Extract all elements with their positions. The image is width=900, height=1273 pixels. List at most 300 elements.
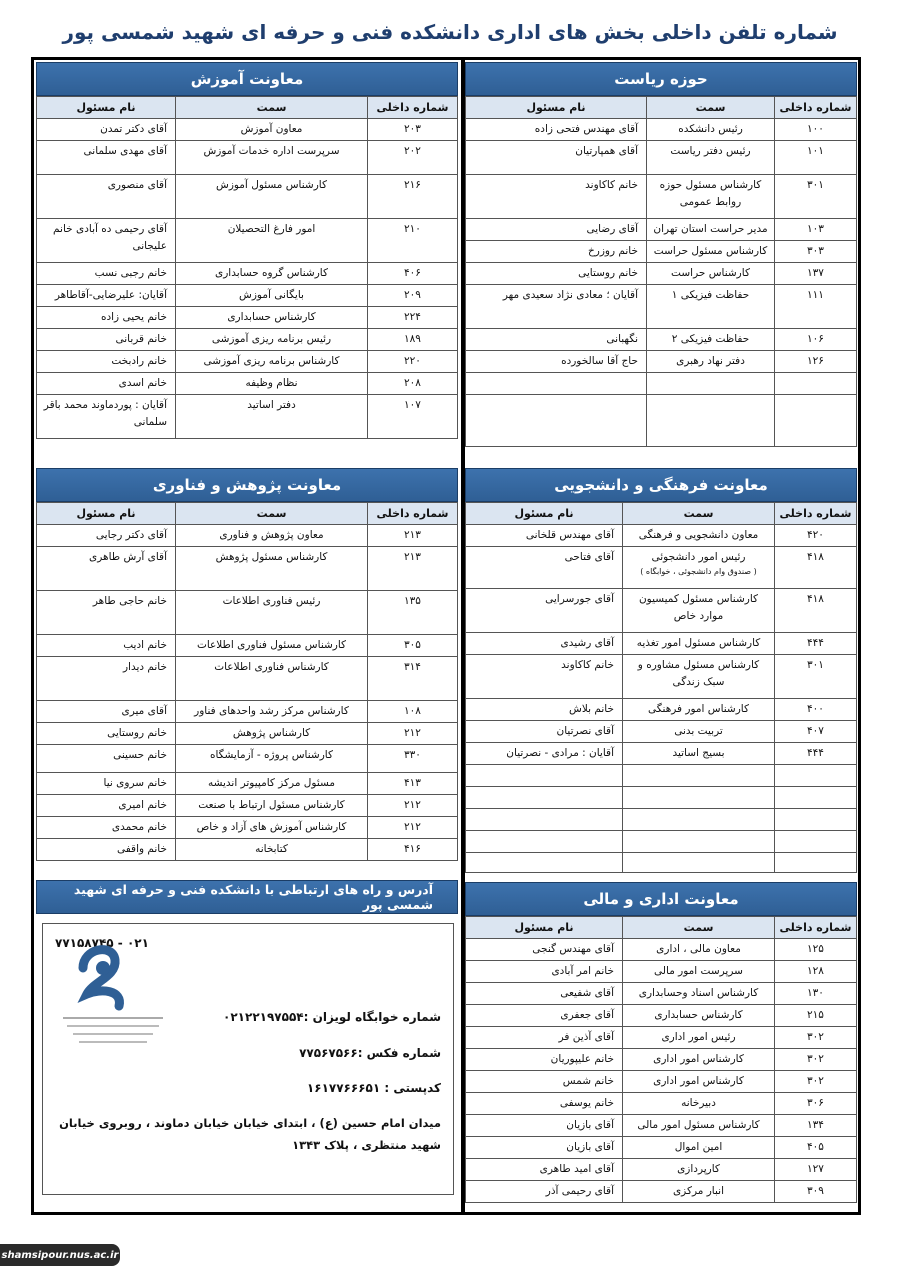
- ext-cell: ۱۳۰: [775, 983, 857, 1005]
- edari-table: [465, 916, 857, 1203]
- name-cell: حاج آقا سالخورده: [466, 351, 647, 373]
- section-header: معاونت آموزش: [36, 62, 458, 96]
- col-name: نام مسئول: [37, 503, 176, 525]
- position-text: رئیس دفتر ریاست: [670, 145, 751, 157]
- position-cell: [176, 175, 368, 219]
- name-cell: آقای مهندس فتحی زاده: [466, 119, 647, 141]
- address: میدان امام حسین (ع) ، ابتدای خیابان خیابان دماوند ، روبروی خیابان شهید منتظری ، پلاک ۱۳۴۳: [59, 1116, 441, 1152]
- footer-url[interactable]: shamsipour.nus.ac.ir: [0, 1244, 120, 1266]
- section-header: حوزه ریاست: [465, 62, 857, 96]
- position-cell: [647, 119, 775, 141]
- col-name: نام مسئول: [466, 97, 647, 119]
- position-cell: [176, 795, 368, 817]
- position-cell: [623, 589, 775, 633]
- name-cell: خانم واقفی: [37, 839, 176, 861]
- ext-cell: ۴۱۳: [368, 773, 458, 795]
- ext-cell: ۱۰۱: [775, 141, 857, 175]
- name-cell: [466, 809, 623, 831]
- position-cell: [623, 1027, 775, 1049]
- position-cell: [623, 831, 775, 853]
- position-cell: [647, 329, 775, 351]
- section-header: معاونت فرهنگی و دانشجویی: [465, 468, 857, 502]
- position-text: دفتر نهاد رهبری: [676, 355, 745, 367]
- name-cell: [466, 831, 623, 853]
- table-row: [37, 773, 458, 795]
- table-row: [37, 547, 458, 591]
- position-cell: [623, 1049, 775, 1071]
- name-cell: خانم قربانی: [37, 329, 176, 351]
- table-row: [466, 1049, 857, 1071]
- position-cell: [623, 983, 775, 1005]
- position-text: دبیرخانه: [681, 1097, 716, 1109]
- position-text: رئیس فناوری اطلاعات: [222, 595, 321, 607]
- position-text: مدیر حراست استان تهران: [653, 223, 768, 235]
- table-row: [466, 699, 857, 721]
- ext-cell: ۴۴۴: [775, 743, 857, 765]
- pazhoohesh-table: [36, 502, 458, 861]
- name-cell: خانم سروی نیا: [37, 773, 176, 795]
- position-text: کارشناس گروه حسابداری: [215, 267, 328, 279]
- position-cell: [176, 219, 368, 263]
- position-cell: [176, 351, 368, 373]
- name-cell: آقای منصوری: [37, 175, 176, 219]
- position-cell: [647, 285, 775, 329]
- page-title: شماره تلفن داخلی بخش های اداری دانشکده فنی و حرفه ای شهید شمسی پور: [62, 20, 838, 44]
- table-row: [466, 1181, 857, 1203]
- position-text: دفتر اساتید: [247, 399, 296, 411]
- name-cell: خانم کاکاوند: [466, 655, 623, 699]
- ext-cell: ۳۰۳: [775, 241, 857, 263]
- ext-cell: ۴۰۶: [368, 263, 458, 285]
- name-cell: خانم ادیب: [37, 635, 176, 657]
- position-text: کارشناس پژوهش: [232, 727, 311, 739]
- table-row: [466, 983, 857, 1005]
- table-row: [37, 635, 458, 657]
- position-text: کارپردازی: [677, 1163, 720, 1175]
- farhangi-table: [465, 502, 857, 873]
- ext-cell: ۴۰۵: [775, 1137, 857, 1159]
- position-cell: [176, 307, 368, 329]
- ext-cell: ۳۱۴: [368, 657, 458, 701]
- name-cell: خانم کاکاوند: [466, 175, 647, 219]
- ext-cell: ۲۱۰: [368, 219, 458, 263]
- table-row: [466, 765, 857, 787]
- section-amoozesh: [36, 62, 458, 439]
- name-cell: خانم دیدار: [37, 657, 176, 701]
- name-cell: نگهبانی: [466, 329, 647, 351]
- name-cell: آقای فتاحی: [466, 547, 623, 589]
- table-row: [37, 839, 458, 861]
- name-cell: خانم امیری: [37, 795, 176, 817]
- table-row: [466, 939, 857, 961]
- col-position: سمت: [176, 97, 368, 119]
- position-cell: [623, 547, 775, 589]
- table-row: [466, 547, 857, 589]
- col-ext: شماره داخلی: [775, 503, 857, 525]
- position-text: رئیس دانشکده: [678, 123, 743, 135]
- position-cell: [176, 817, 368, 839]
- name-cell: خانم روزرخ: [466, 241, 647, 263]
- table-row: [37, 795, 458, 817]
- name-cell: خانم روستایی: [37, 723, 176, 745]
- position-cell: [623, 633, 775, 655]
- position-cell: [623, 765, 775, 787]
- table-row: [466, 633, 857, 655]
- ext-cell: ۱۰۶: [775, 329, 857, 351]
- table-row: [37, 307, 458, 329]
- ext-cell: ۴۱۶: [368, 839, 458, 861]
- col-name: نام مسئول: [466, 503, 623, 525]
- ext-cell: ۱۳۵: [368, 591, 458, 635]
- position-text: کارشناس امور فرهنگی: [647, 703, 750, 715]
- table-row: [466, 961, 857, 983]
- section-riasat: [465, 62, 857, 447]
- position-text: معاون آموزش: [240, 123, 303, 135]
- table-row: [37, 525, 458, 547]
- position-text: کارشناس مسئول فناوری اطلاعات: [196, 639, 347, 651]
- position-text: کارشناس برنامه ریزی آموزشی: [203, 355, 340, 367]
- name-cell: آقای رحیمی ده آبادی خانم علیجانی: [37, 219, 176, 263]
- ext-cell: ۲۰۲: [368, 141, 458, 175]
- position-cell: [176, 525, 368, 547]
- table-row: [37, 395, 458, 439]
- ext-cell: ۴۲۰: [775, 525, 857, 547]
- ext-cell: ۳۰۱: [775, 655, 857, 699]
- name-cell: آقای بازیان: [466, 1137, 623, 1159]
- position-cell: [623, 939, 775, 961]
- position-text: کارشناس مسئول حوزه روابط عمومی: [659, 179, 762, 208]
- position-text: بایگانی آموزش: [239, 289, 304, 301]
- ext-cell: ۱۰۳: [775, 219, 857, 241]
- ext-cell: ۱۱۱: [775, 285, 857, 329]
- name-cell: [466, 765, 623, 787]
- name-cell: آقای امید طاهری: [466, 1159, 623, 1181]
- name-cell: آقای دکتر تمدن: [37, 119, 176, 141]
- position-cell: [647, 373, 775, 395]
- name-cell: آقای رشیدی: [466, 633, 623, 655]
- position-cell: [647, 263, 775, 285]
- phone-number: ۰۲۱ - ۷۷۱۵۸۷۴۵: [55, 936, 149, 950]
- name-cell: آقای رضایی: [466, 219, 647, 241]
- name-cell: [466, 395, 647, 447]
- position-text: کارشناس مسئول حراست: [653, 245, 768, 257]
- position-text: معاون پژوهش و فناوری: [219, 529, 324, 541]
- ext-cell: ۲۱۲: [368, 795, 458, 817]
- ext-cell: [775, 787, 857, 809]
- position-text: حفاظت فیزیکی ۱: [671, 289, 750, 301]
- position-text: کارشناس امور اداری: [653, 1075, 744, 1087]
- ext-cell: ۲۰۳: [368, 119, 458, 141]
- ext-cell: ۱۸۹: [368, 329, 458, 351]
- name-cell: آقای مهندس گنجی: [466, 939, 623, 961]
- table-row: [37, 373, 458, 395]
- name-cell: خانم حاجی طاهر: [37, 591, 176, 635]
- position-cell: [623, 721, 775, 743]
- table-row: [466, 1159, 857, 1181]
- table-row: [466, 853, 857, 873]
- ext-cell: ۲۲۴: [368, 307, 458, 329]
- name-cell: خانم علیپوریان: [466, 1049, 623, 1071]
- position-text: کارشناس مسئول پژوهش: [215, 551, 328, 563]
- position-text: معاون مالی ، اداری: [656, 943, 741, 955]
- section-pazhoohesh: [36, 468, 458, 861]
- position-cell: [647, 219, 775, 241]
- position-text: معاون دانشجویی و فرهنگی: [638, 529, 759, 541]
- position-text: کارشناس امور اداری: [653, 1053, 744, 1065]
- col-position: سمت: [623, 503, 775, 525]
- position-text: کارشناس مسئول کمیسیون موارد خاص: [638, 593, 759, 622]
- section-contact: [36, 880, 458, 914]
- name-cell: خانم یوسفی: [466, 1093, 623, 1115]
- ext-cell: ۲۲۰: [368, 351, 458, 373]
- ext-cell: ۱۲۵: [775, 939, 857, 961]
- section-header: معاونت پژوهش و فناوری: [36, 468, 458, 502]
- position-text: رئیس امور دانشجوئی: [651, 551, 746, 563]
- ext-cell: ۳۳۰: [368, 745, 458, 773]
- col-position: سمت: [176, 503, 368, 525]
- table-row: [466, 831, 857, 853]
- position-text: کارشناس فناوری اطلاعات: [214, 661, 329, 673]
- name-cell: خانم امر آبادی: [466, 961, 623, 983]
- name-cell: آقایان : پوردماوند محمد باقر سلمانی: [37, 395, 176, 439]
- position-text: کارشناس پروژه - آزمایشگاه: [209, 749, 333, 761]
- ext-cell: ۲۱۳: [368, 525, 458, 547]
- table-row: [466, 1137, 857, 1159]
- position-cell: [176, 141, 368, 175]
- table-row: [466, 809, 857, 831]
- ext-cell: ۳۰۲: [775, 1027, 857, 1049]
- ext-cell: ۲۰۸: [368, 373, 458, 395]
- ext-cell: ۱۰۰: [775, 119, 857, 141]
- table-row: [466, 329, 857, 351]
- position-cell: [647, 241, 775, 263]
- position-text: انبار مرکزی: [672, 1185, 725, 1197]
- ext-cell: ۴۱۸: [775, 547, 857, 589]
- ext-cell: ۳۰۹: [775, 1181, 857, 1203]
- position-cell: [176, 119, 368, 141]
- position-text: امین اموال: [674, 1141, 723, 1153]
- position-cell: [647, 141, 775, 175]
- name-cell: خانم شمس: [466, 1071, 623, 1093]
- position-cell: [623, 1115, 775, 1137]
- position-cell: [176, 591, 368, 635]
- position-cell: [176, 723, 368, 745]
- ext-cell: ۱۳۴: [775, 1115, 857, 1137]
- riasat-table: [465, 96, 857, 447]
- ext-cell: ۴۰۷: [775, 721, 857, 743]
- table-row: [37, 701, 458, 723]
- position-text: مسئول مرکز کامپیوتر اندیشه: [207, 777, 335, 789]
- name-cell: خانم روستایی: [466, 263, 647, 285]
- position-subtext: ( صندوق وام دانشجوئی ، خوابگاه ): [640, 567, 757, 576]
- table-row: [466, 285, 857, 329]
- position-text: کارشناس مسئول امور مالی: [637, 1119, 760, 1131]
- position-cell: [623, 699, 775, 721]
- position-cell: [647, 351, 775, 373]
- name-cell: خانم رجبی نسب: [37, 263, 176, 285]
- ext-cell: ۳۰۵: [368, 635, 458, 657]
- position-cell: [623, 525, 775, 547]
- col-position: سمت: [623, 917, 775, 939]
- name-cell: آقای آرش طاهری: [37, 547, 176, 591]
- position-cell: [176, 701, 368, 723]
- table-row: [466, 373, 857, 395]
- name-cell: آقای رحیمی آذر: [466, 1181, 623, 1203]
- table-row: [37, 745, 458, 773]
- position-text: کارشناس اسناد وحسابداری: [638, 987, 759, 999]
- position-text: رئیس امور اداری: [661, 1031, 736, 1043]
- ext-cell: [775, 395, 857, 447]
- position-cell: [623, 655, 775, 699]
- table-row: [466, 1027, 857, 1049]
- position-text: رئیس برنامه ریزی آموزشی: [211, 333, 332, 345]
- position-cell: [647, 175, 775, 219]
- ext-cell: ۱۲۸: [775, 961, 857, 983]
- table-row: [466, 525, 857, 547]
- table-row: [37, 263, 458, 285]
- name-cell: [466, 787, 623, 809]
- position-text: کارشناس مسئول ارتباط با صنعت: [198, 799, 345, 811]
- table-row: [466, 1093, 857, 1115]
- table-row: [466, 589, 857, 633]
- ext-cell: ۳۰۲: [775, 1049, 857, 1071]
- table-row: [37, 119, 458, 141]
- table-row: [37, 141, 458, 175]
- position-text: بسیج اساتید: [672, 747, 725, 759]
- ext-cell: [775, 831, 857, 853]
- table-row: [466, 655, 857, 699]
- ext-cell: [775, 809, 857, 831]
- ext-cell: ۴۴۴: [775, 633, 857, 655]
- ext-cell: ۲۱۶: [368, 175, 458, 219]
- position-text: کارشناس مسئول امور تغذیه: [636, 637, 761, 649]
- name-cell: آقای دکتر رجایی: [37, 525, 176, 547]
- position-text: سرپرست اداره خدمات آموزش: [203, 145, 340, 157]
- position-cell: [176, 657, 368, 701]
- section-header: معاونت اداری و مالی: [465, 882, 857, 916]
- table-row: [37, 351, 458, 373]
- position-text: تربیت بدنی: [674, 725, 723, 737]
- position-cell: [176, 839, 368, 861]
- ext-cell: [775, 853, 857, 873]
- col-ext: شماره داخلی: [775, 97, 857, 119]
- ext-cell: ۱۲۶: [775, 351, 857, 373]
- col-name: نام مسئول: [37, 97, 176, 119]
- position-cell: [176, 773, 368, 795]
- name-cell: آقای بازیان: [466, 1115, 623, 1137]
- name-cell: آقای آذین فر: [466, 1027, 623, 1049]
- table-row: [37, 175, 458, 219]
- position-cell: [623, 1137, 775, 1159]
- position-cell: [176, 745, 368, 773]
- section-farhangi: [465, 468, 857, 873]
- position-cell: [623, 961, 775, 983]
- name-cell: آقای مهندس قلخانی: [466, 525, 623, 547]
- ext-cell: ۲۱۵: [775, 1005, 857, 1027]
- ext-cell: [775, 765, 857, 787]
- ext-cell: ۲۱۳: [368, 547, 458, 591]
- table-row: [466, 119, 857, 141]
- position-cell: [176, 373, 368, 395]
- ext-cell: ۴۱۸: [775, 589, 857, 633]
- table-row: [466, 1005, 857, 1027]
- ext-cell: ۲۰۹: [368, 285, 458, 307]
- position-text: کارشناس حراست: [671, 267, 750, 279]
- name-cell: آقای نصرتیان: [466, 721, 623, 743]
- table-row: [466, 175, 857, 219]
- dorm-phone: شماره خوابگاه لویزان :۰۲۱۲۲۱۹۷۵۵۴: [223, 1010, 441, 1024]
- position-text: حفاظت فیزیکی ۲: [671, 333, 750, 345]
- contact-box: [42, 923, 454, 1195]
- position-cell: [623, 809, 775, 831]
- position-text: کارشناس مسئول آموزش: [216, 179, 327, 191]
- position-cell: [623, 1093, 775, 1115]
- name-cell: [466, 373, 647, 395]
- table-row: [466, 219, 857, 241]
- name-cell: خانم یحیی زاده: [37, 307, 176, 329]
- position-text: کارشناس مسئول مشاوره و سبک زندگی: [637, 659, 760, 688]
- ext-cell: [775, 373, 857, 395]
- position-cell: [176, 547, 368, 591]
- position-text: سرپرست امور مالی: [654, 965, 743, 977]
- name-cell: آقای شفیعی: [466, 983, 623, 1005]
- ext-cell: ۳۰۱: [775, 175, 857, 219]
- ext-cell: ۱۰۷: [368, 395, 458, 439]
- table-row: [37, 285, 458, 307]
- col-ext: شماره داخلی: [368, 97, 458, 119]
- name-cell: خانم محمدی: [37, 817, 176, 839]
- ext-cell: ۱۲۷: [775, 1159, 857, 1181]
- table-row: [37, 723, 458, 745]
- table-row: [37, 657, 458, 701]
- position-cell: [623, 1005, 775, 1027]
- name-cell: آقای میری: [37, 701, 176, 723]
- table-row: [466, 1071, 857, 1093]
- name-cell: آقای جعفری: [466, 1005, 623, 1027]
- name-cell: آقایان : مرادی - نصرتیان: [466, 743, 623, 765]
- amoozesh-table: [36, 96, 458, 439]
- name-cell: خانم رادبخت: [37, 351, 176, 373]
- name-cell: [466, 853, 623, 873]
- table-row: [466, 263, 857, 285]
- table-row: [466, 395, 857, 447]
- position-cell: [623, 853, 775, 873]
- ext-cell: ۲۱۲: [368, 817, 458, 839]
- name-cell: آقای مهدی سلمانی: [37, 141, 176, 175]
- postal-code: کدپستی : ۱۶۱۷۷۶۶۶۵۱: [306, 1081, 441, 1095]
- university-logo: [53, 938, 173, 1048]
- table-row: [466, 787, 857, 809]
- ext-cell: ۳۰۲: [775, 1071, 857, 1093]
- fax-number: شماره فکس :۷۷۵۶۷۵۶۶: [299, 1046, 441, 1060]
- position-text: امور فارغ التحصیلان: [227, 223, 316, 235]
- position-cell: [176, 635, 368, 657]
- position-text: نظام وظیفه: [245, 377, 298, 389]
- ext-cell: ۴۰۰: [775, 699, 857, 721]
- col-position: سمت: [647, 97, 775, 119]
- position-cell: [176, 329, 368, 351]
- logo-icon: [53, 938, 173, 1048]
- position-text: کارشناس مرکز رشد واحدهای فناور: [194, 705, 349, 717]
- name-cell: آقای همپارتیان: [466, 141, 647, 175]
- table-row: [37, 219, 458, 263]
- position-cell: [623, 1071, 775, 1093]
- table-row: [37, 817, 458, 839]
- col-ext: شماره داخلی: [775, 917, 857, 939]
- position-text: کارشناس حسابداری: [654, 1009, 743, 1021]
- contact-header: آدرس و راه های ارتباطی با دانشکده فنی و حرفه ای شهید شمسی پور: [36, 880, 458, 914]
- name-cell: آقایان ؛ معادی نژاد سعیدی مهر: [466, 285, 647, 329]
